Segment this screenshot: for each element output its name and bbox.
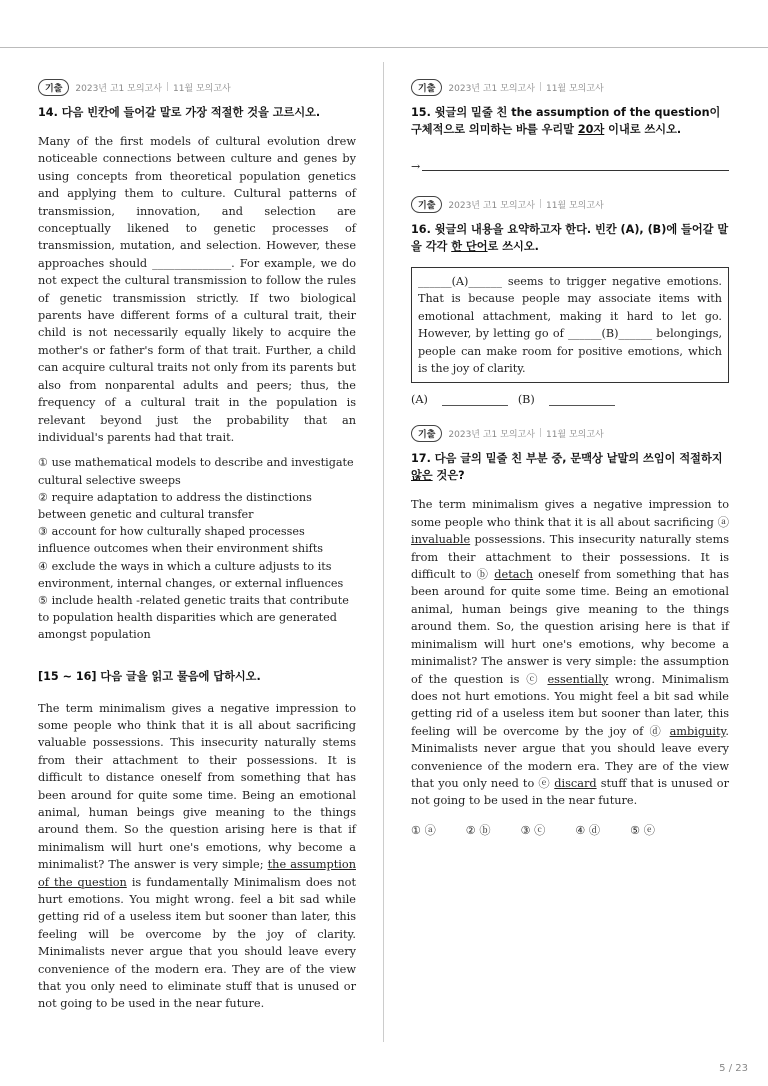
marker-b: ⓑ	[476, 568, 490, 582]
source-year: 2023년 고1 모의고사	[75, 83, 162, 94]
answer-blanks-16	[411, 393, 729, 406]
passage-text-1: The term minimalism gives a negative impression to some people who think that it is all about sacrificing valuable possessions. This insecurity naturally stems from their attachment to their possessions. It is difficult to distance oneself from something that has been around for quite some time. Being an emotional animal, human beings give meaning to the things around them. So the question arising here is that if minimalism will hurt one's emotions, why become a minimalist? The answer is very simple;	[38, 701, 356, 872]
q17-text-3: oneself from something that has been around for quite some time. Being an emotional animal, human beings give meaning to the things around them. So, the question arising here is that if minimalism will hurt one's emotions, why become a minimalist? The answer is very simple: the assumption of the question is	[411, 568, 730, 686]
word-c: essentially	[547, 672, 609, 686]
choice-4[interactable]: ④ exclude the ways in which a culture adjusts to its environment, internal changes, or external influences	[38, 559, 344, 590]
question-14-passage: Many of the first models of cultural evolution drew noticeable connections between culture and genes by using concepts from theoretical population genetics and applying them to culture. Cultural patterns of transmission, innovation, and selection are conceptually likened to genetic processes of transmission, mutation, and selection. However, these approaches should ______________. For example, we do not expect the cultural transmission to follow the rules of genetic transmission strictly. If two biological parents have different forms of a cultural trait, their child is not necessarily equally likely to acquire the mother's or father's form of that trait. Further, a child can acquire cultural traits not only from its parents but also from nonparental adults and peers; thus, the frequency of a cultural trait in the population is relevant beyond just the probability that an individual's parents had that trait.	[38, 135, 356, 444]
tag-separator: |	[538, 428, 542, 439]
q15-title-text: 15. 윗글의 밑줄 친 the assumption of the question이 구체적으로 의미하는 바를 우리말	[411, 106, 721, 136]
source-badge: 기출	[411, 196, 442, 213]
word-a: invaluable	[411, 533, 471, 547]
option-5[interactable]: ⑤ ⓔ	[630, 823, 655, 837]
word-d: ambiguity	[669, 724, 726, 738]
source-tag	[411, 195, 729, 213]
passage-text-2: is fundamentally Minimalism does not hurt emotions. You might wrong. feel a bit sad while getting rid of a useless item but sooner than later, this feeling will be overcome by the joy of clarity. Minimalists never argue that you should leave every convenience of the modern era. They are of the view that you only need to eliminate stuff that is unused or not going to be used in the near future.	[38, 875, 356, 1011]
q16-title-end: 로 쓰시오.	[487, 240, 539, 253]
source-badge: 기출	[411, 425, 442, 442]
q17-title-end: 것은?	[432, 469, 465, 483]
q17-text-2: possessions. This insecurity naturally stems from their attachment to their possessions. It is difficult to	[411, 533, 729, 582]
q17-text-4: wrong. Minimalism does not hurt emotions. You might feel a bit sad while getting rid of a useless item but sooner than later, this feeling will be overcome by the joy of	[411, 672, 730, 738]
source-year: 2023년 고1 모의고사	[448, 200, 535, 211]
right-column	[411, 78, 729, 838]
choice-5[interactable]: ⑤ include health -related genetic traits that contribute to population health disparities which are generated amongst population	[38, 593, 349, 642]
marker-d: ⓓ	[649, 724, 664, 738]
q17-text-1: The term minimalism gives a negative impression to some people who think that it is all about sacrificing	[411, 498, 729, 529]
q17-text-6: stuff that is unused or not going to be used in the near future.	[411, 776, 729, 808]
label-a: (A)	[411, 393, 428, 407]
answer-underline	[422, 162, 729, 171]
source-year: 2023년 고1 모의고사	[448, 429, 535, 440]
choice-3[interactable]: ③ account for how culturally shaped processes influence outcomes when their environment shifts	[38, 525, 324, 556]
choice-1[interactable]: ① use mathematical models to describe and investigate cultural selective sweeps	[38, 456, 354, 487]
word-e: discard	[554, 776, 597, 790]
option-4[interactable]: ④ ⓓ	[575, 823, 601, 837]
option-3[interactable]: ③ ⓒ	[520, 823, 546, 837]
q17-title-text: 17. 다음 글의 밑줄 친 부분 중, 문맥상 낱말의 쓰임이 적절하지	[411, 452, 723, 466]
question-17-passage	[411, 496, 729, 809]
source-year: 2023년 고1 모의고사	[448, 83, 535, 94]
column-divider	[383, 62, 384, 1042]
question-17-options	[411, 822, 729, 838]
source-month: 11월 모의고사	[545, 429, 604, 440]
page-number: 5 / 23	[719, 1063, 748, 1074]
q17-title-underline: 않은	[411, 469, 433, 483]
top-rule	[0, 47, 768, 48]
source-month: 11월 모의고사	[545, 200, 604, 211]
source-tag	[411, 424, 729, 442]
choice-2[interactable]: ② require adaptation to address the distinctions between genetic and cultural transfer	[38, 490, 312, 521]
option-1[interactable]: ① ⓐ	[411, 823, 436, 837]
marker-a: ⓐ	[717, 515, 729, 529]
source-tag	[411, 78, 729, 96]
source-month: 11월 모의고사	[172, 83, 231, 94]
source-badge: 기출	[38, 79, 69, 96]
summary-box: ______(A)______ seems to trigger negative emotions. That is because people may associate items with emotional attachment, making it hard to let go. However, by letting go of ______(B)______ belongings, people can make room for positive emotions, which is the joy of clarity.	[411, 267, 729, 383]
q16-title-underline: 한 단어	[451, 240, 488, 253]
q17-text-5: . Minimalists never argue that you should leave every convenience of the modern era. They are of the view that you only need to	[411, 724, 729, 790]
section-heading: [15 ~ 16] 다음 글을 읽고 물음에 답하시오.	[38, 669, 261, 683]
source-badge: 기출	[411, 79, 442, 96]
source-month: 11월 모의고사	[545, 83, 604, 94]
blank-a[interactable]	[442, 393, 508, 406]
word-b: detach	[494, 568, 534, 582]
answer-line-15[interactable]	[411, 160, 729, 173]
question-15-title	[411, 104, 729, 138]
label-b: (B)	[517, 393, 535, 407]
tag-separator: |	[165, 82, 169, 92]
source-tag	[38, 78, 356, 96]
option-2[interactable]: ② ⓑ	[465, 823, 491, 837]
q15-title-end: 이내로 쓰시오.	[604, 123, 682, 136]
question-14-choices	[38, 454, 356, 643]
marker-c: ⓒ	[526, 672, 541, 686]
arrow-icon: →	[411, 160, 421, 173]
question-17-title	[411, 450, 729, 484]
question-16-title	[411, 221, 729, 255]
q16-title-text: 16. 윗글의 내용을 요약하고자 한다. 빈칸 (A), (B)에 들어갈 말을 각각	[411, 223, 729, 253]
tag-separator: |	[538, 199, 542, 209]
underlined-phrase: the assumption of the question	[38, 858, 356, 889]
marker-e: ⓔ	[538, 776, 551, 790]
q15-title-underline: 20자	[577, 123, 605, 136]
blank-b[interactable]	[549, 393, 615, 406]
tag-separator: |	[538, 82, 542, 92]
passage-15-16	[38, 700, 356, 1013]
left-column	[38, 78, 356, 1013]
question-14-title: 14. 다음 빈칸에 들어갈 말로 가장 적절한 것을 고르시오.	[38, 106, 321, 119]
